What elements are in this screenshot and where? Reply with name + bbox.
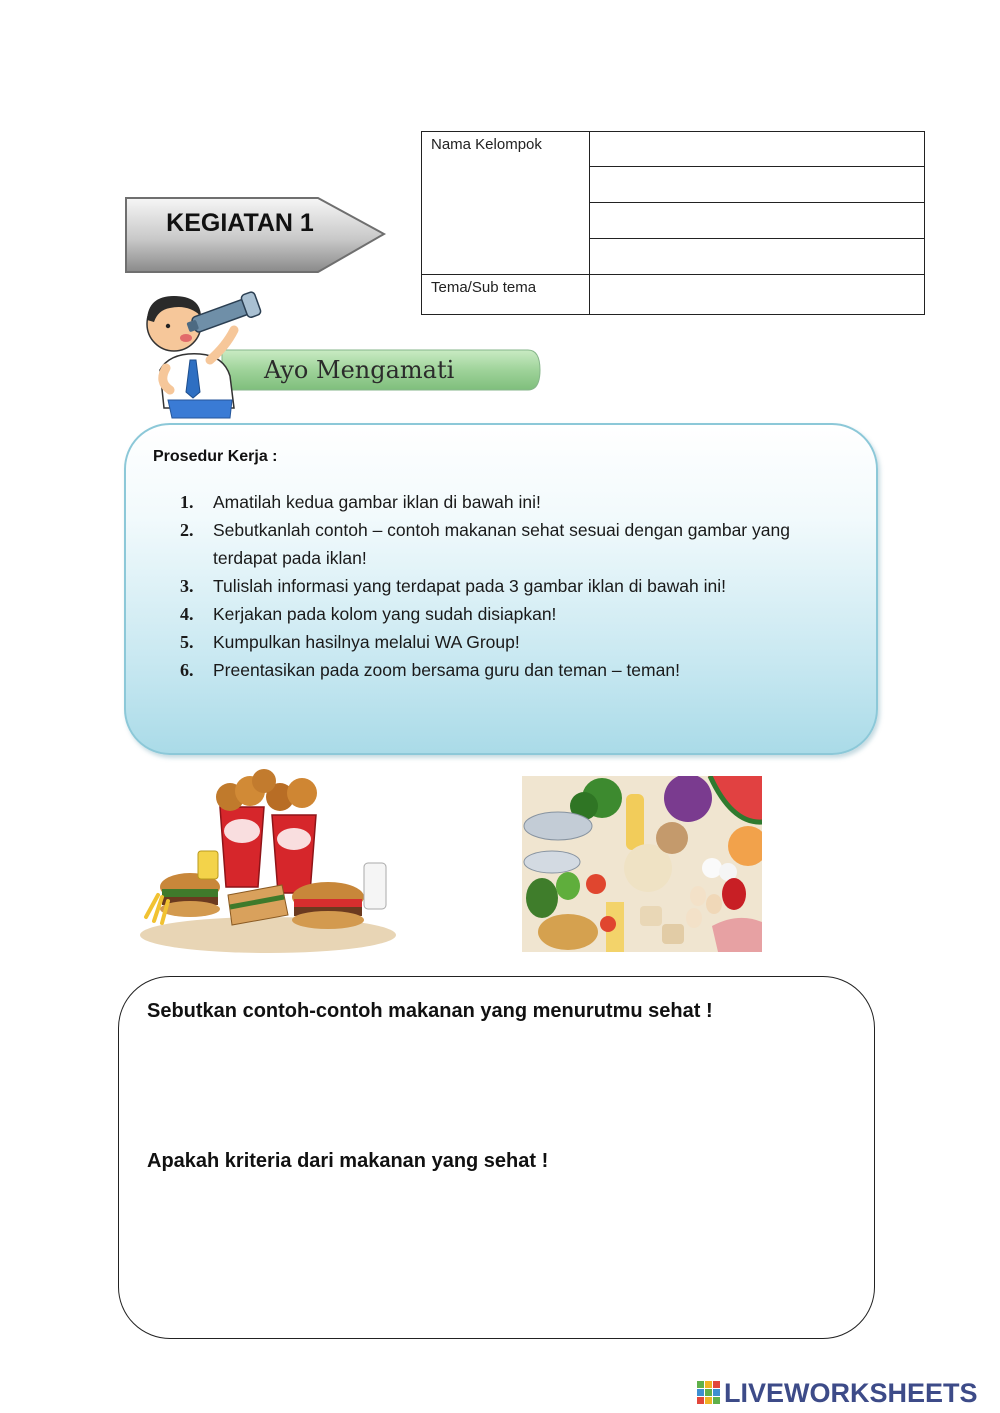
theme-label: Tema/Sub tema xyxy=(422,275,590,315)
procedure-step: 1. Amatilah kedua gambar iklan di bawah ini! xyxy=(180,492,541,512)
liveworksheets-logo-icon xyxy=(697,1381,721,1405)
activity-title: KEGIATAN 1 xyxy=(166,209,314,237)
procedure-step: 4. Kerjakan pada kolom yang sudah disiapkan! xyxy=(180,604,557,624)
procedure-step: 2. Sebutkanlah contoh – contoh makanan sehat sesuai dengan gambar yang terdapat pada iklan! xyxy=(180,520,790,568)
group-member-field-4[interactable] xyxy=(590,239,925,275)
procedure-title: Prosedur Kerja : xyxy=(153,448,278,465)
question-healthy-criteria: Apakah kriteria dari makanan yang sehat ! xyxy=(147,1150,549,1172)
procedure-steps xyxy=(180,488,840,684)
theme-field[interactable] xyxy=(590,275,925,315)
group-member-field-1[interactable] xyxy=(590,132,925,167)
observe-title: Ayo Mengamati xyxy=(264,356,455,384)
procedure-step: 3. Tulislah informasi yang terdapat pada 3 gambar iklan di bawah ini! xyxy=(180,576,726,596)
fast-food-image xyxy=(132,767,404,957)
procedure-step: 5. Kumpulkan hasilnya melalui WA Group! xyxy=(180,632,520,652)
group-member-field-3[interactable] xyxy=(590,203,925,239)
group-name-label: Nama Kelompok xyxy=(422,132,590,275)
identity-table xyxy=(421,131,925,315)
question-healthy-foods: Sebutkan contoh-contoh makanan yang menurutmu sehat ! xyxy=(147,1000,713,1022)
procedure-step: 6. Preentasikan pada zoom bersama guru dan teman – teman! xyxy=(180,660,680,680)
brand-wordmark: LIVEWORKSHEETS xyxy=(724,1378,978,1408)
group-member-field-2[interactable] xyxy=(590,167,925,203)
healthy-food-image xyxy=(522,776,762,952)
